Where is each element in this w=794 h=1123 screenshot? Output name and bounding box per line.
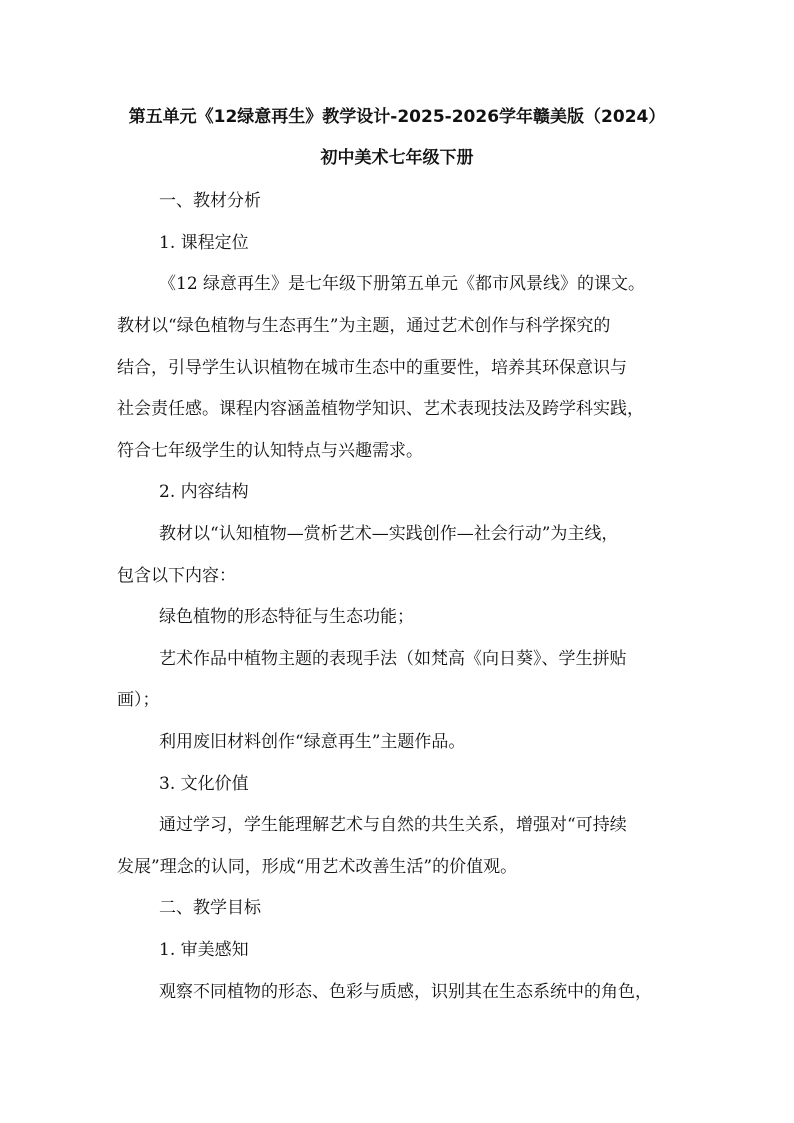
list-item: 艺术作品中植物主题的表现手法（如梵高《向日葵》、学生拼贴: [159, 649, 627, 669]
paragraph-line: 发展”理念的认同，形成“用艺术改善生活”的价值观。: [117, 857, 518, 877]
subheading-content-structure: 2. 内容结构: [159, 482, 249, 502]
paragraph-line: 结合，引导学生认识植物在城市生态中的重要性，培养其环保意识与: [117, 358, 627, 378]
paragraph-line: 符合七年级学生的认知特点与兴趣需求。: [117, 441, 423, 461]
document-title-line-1: 第五单元《12绿意再生》教学设计-2025-2026学年赣美版（2024）: [128, 107, 666, 127]
list-item-continuation: 画）；: [117, 690, 160, 710]
paragraph-line: 通过学习，学生能理解艺术与自然的共生关系，增强对“可持续: [159, 815, 627, 835]
list-item: 绿色植物的形态特征与生态功能；: [159, 607, 414, 627]
subheading-aesthetic-perception: 1. 审美感知: [159, 940, 249, 960]
list-item: 利用废旧材料创作“绿意再生”主题作品。: [159, 732, 466, 752]
document-title-line-2: 初中美术七年级下册: [320, 148, 474, 168]
subheading-course-positioning: 1. 课程定位: [159, 233, 249, 253]
subheading-cultural-value: 3. 文化价值: [159, 774, 249, 794]
paragraph-line: 观察不同植物的形态、色彩与质感，识别其在生态系统中的角色，: [159, 982, 652, 1002]
paragraph-line: 社会责任感。课程内容涵盖植物学知识、艺术表现技法及跨学科实践，: [117, 399, 644, 419]
paragraph-line: 教材以“认知植物—赏析艺术—实践创作—社会行动”为主线，: [159, 524, 619, 544]
paragraph-line: 教材以“绿色植物与生态再生”为主题，通过艺术创作与科学探究的: [117, 316, 611, 336]
paragraph-line: 《12 绿意再生》是七年级下册第五单元《都市风景线》的课文。: [159, 274, 646, 294]
section-heading-analysis: 一、教材分析: [159, 191, 261, 211]
paragraph-line: 包含以下内容：: [117, 566, 236, 586]
section-heading-goals: 二、教学目标: [159, 898, 261, 918]
